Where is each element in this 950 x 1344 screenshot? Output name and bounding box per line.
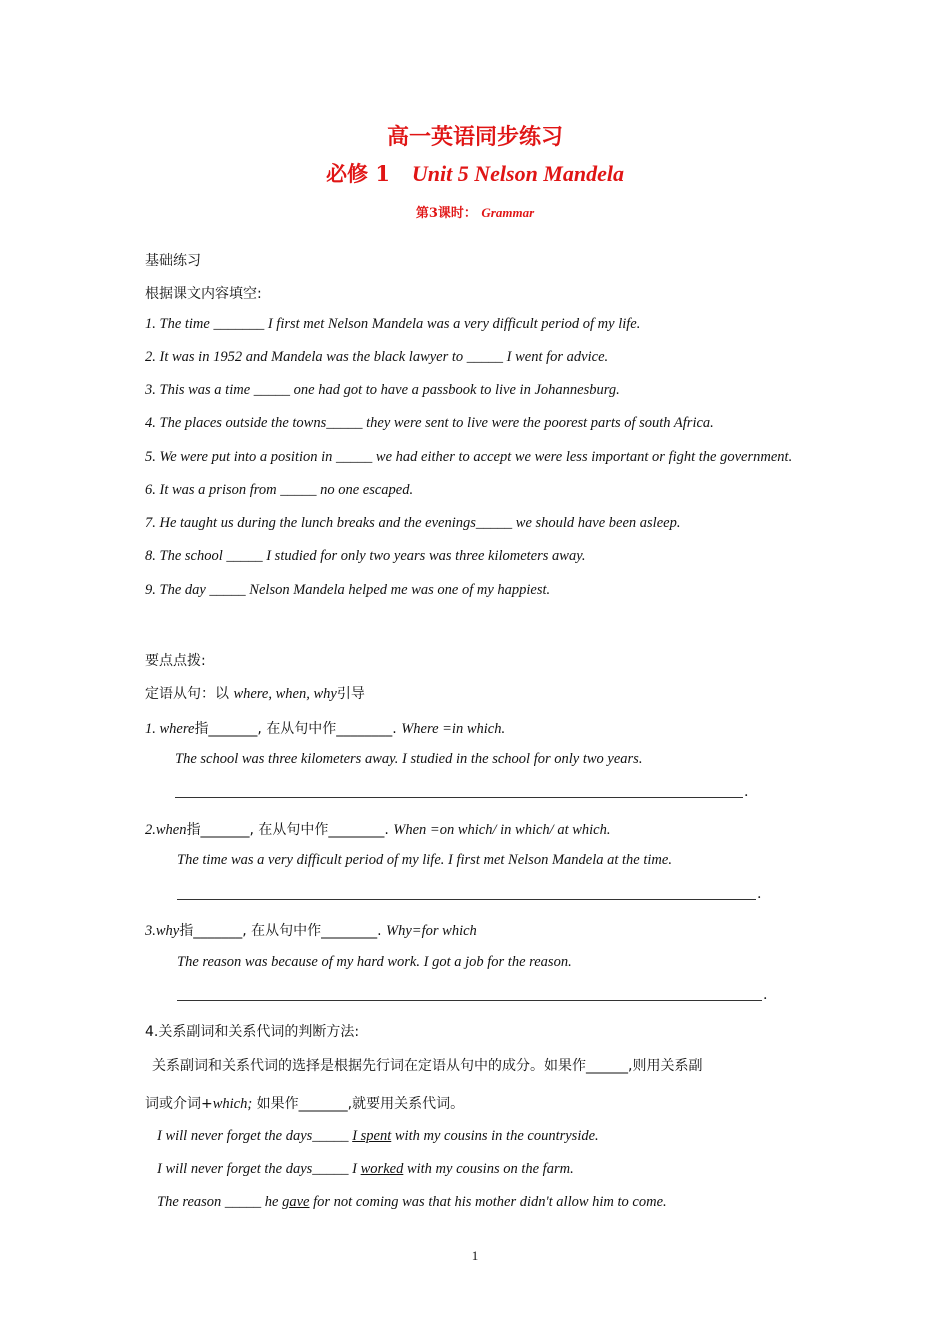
exercise-item: 7. He taught us during the lunch breaks and the evenings_____ we should have been asleep. — [145, 515, 681, 531]
judge-example: The reason _____ he gave for not coming was that his mother didn't allow him to come. — [157, 1194, 667, 1210]
lesson-name: Grammar — [481, 205, 535, 220]
answer-line — [177, 899, 756, 900]
grammar-rule-when: 2.when指_______, 在从句中作________. When =on which/ in which/ at which. — [145, 822, 611, 838]
rule-example-sentence: The school was three kilometers away. I studied in the school for only two years. — [175, 751, 643, 767]
grammar-rule-where: 1. where指_______, 在从句中作________. Where =in which. — [145, 721, 506, 737]
rule-example-sentence: The time was a very difficult period of my life. I first met Nelson Mandela at the time. — [177, 852, 672, 868]
exercise-item: 4. The places outside the towns_____ they were sent to live were the poorest parts of south Africa. — [145, 415, 714, 431]
doc-title: 高一英语同步练习 — [386, 125, 563, 150]
page-number: 1 — [471, 1248, 479, 1263]
lesson-prefix: 第3课时： — [415, 206, 477, 221]
basic-instruction: 根据课文内容填空: — [145, 286, 262, 302]
basic-heading: 基础练习 — [145, 253, 201, 269]
judge-text-line1: 关系副词和关系代词的选择是根据先行词在定语从句中的成分。如果作______,则用关系副 — [152, 1058, 703, 1074]
exercise-item: 8. The school _____ I studied for only two years was three kilometers away. — [145, 548, 586, 564]
judge-heading: 4.关系副词和关系代词的判断方法: — [145, 1024, 360, 1040]
exercise-item: 5. We were put into a position in _____ we had either to accept we were less important or fight the government. — [145, 449, 793, 465]
points-intro: 定语从句：以 where, when, why引导 — [145, 686, 365, 702]
rule-example-sentence: The reason was because of my hard work. I got a job for the reason. — [177, 954, 572, 970]
exercise-item: 9. The day _____ Nelson Mandela helped me was one of my happiest. — [145, 582, 551, 598]
judge-example: I will never forget the days_____ I spent with my cousins in the countryside. — [157, 1128, 599, 1144]
answer-line — [177, 1000, 762, 1001]
exercise-item: 1. The time _______ I first met Nelson Mandela was a very difficult period of my life. — [145, 316, 641, 332]
unit-label: Unit 5 Nelson Mandela — [411, 161, 624, 186]
course-label: 必修 1 — [326, 161, 390, 186]
exercise-item: 2. It was in 1952 and Mandela was the black lawyer to _____ I went for advice. — [145, 349, 609, 365]
lesson-label — [0, 202, 950, 221]
points-heading: 要点点拨: — [145, 653, 206, 669]
judge-example: I will never forget the days_____ I worked with my cousins on the farm. — [157, 1161, 574, 1177]
document-page: 高一英语同步练习 必修 1 Unit 5 Nelson Mandela 第3课时： Grammar 基础练习 根据课文内容填空: 1. The time _______ I first met Nelson Mandela was a very difficult period of my life. 2. It was in 1952 and Mandela was the black lawyer to _____ I went for advice. 3. This was a time _____ one had got to have a passbook to live in Johannesburg. 4. The places outside the towns_____ they were sent to live were the poorest parts of south Africa. 5. We were put into a position in _____ we had either to accept we were less important or fight the government. 6. It was a prison from _____ no one escaped. 7. He taught us during the lunch breaks and the evenings_____ we should have been asleep. 8. The school _____ I studied for only two years was three kilometers away. 9. The day _____ Nelson Mandela helped me was one of my happiest. 要点点拨: 定语从句：以 where, when, why引导 1. where指_______, 在从句中作________. Where =in which. The school was three kilometers away. I studied in the school for only two years. . 2.when指_______, 在从句中作________. When =on which/ in which/ at which. The time was a very difficult period of my life. I first met Nelson Mandela at the time. . 3.why指_______, 在从句中作________. Why=for which The reason was because of my hard work. I got a job for the reason. . 4.关系副词和关系代词的判断方法: 关系副词和关系代词的选择是根据先行词在定语从句中的成分。如果作______,则用关系副 词或介词+which; 如果作_______,就要用关系代词。 I will never forget the days_____ I spent with my cousins in the countryside. I will never forget the days_____ I worked with my cousins on the farm. The reason _____ he gave for not coming was that his mother didn't allow him to come. 1 — [0, 0, 950, 1344]
grammar-rule-why: 3.why指_______, 在从句中作________. Why=for which — [145, 923, 477, 939]
doc-subtitle — [0, 158, 950, 188]
exercise-item: 6. It was a prison from _____ no one escaped. — [145, 482, 414, 498]
answer-line — [175, 797, 743, 798]
judge-text-line2: 词或介词+which; 如果作_______,就要用关系代词。 — [145, 1096, 465, 1112]
exercise-item: 3. This was a time _____ one had got to have a passbook to live in Johannesburg. — [145, 382, 620, 398]
